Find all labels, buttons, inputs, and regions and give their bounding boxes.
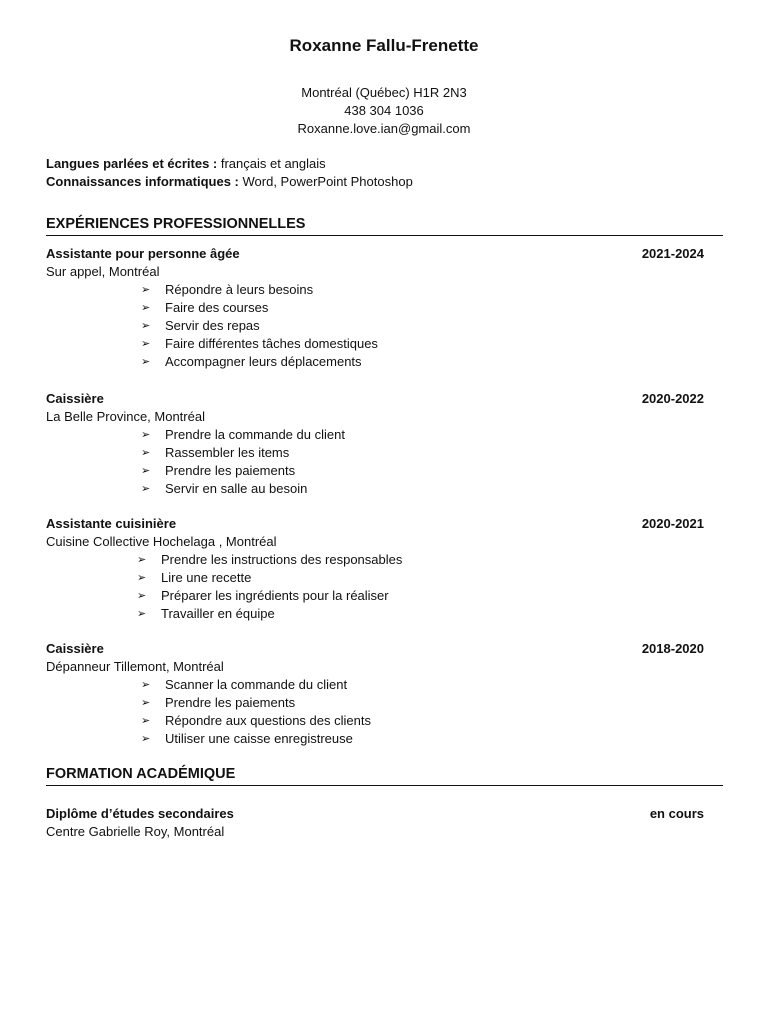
job-entry: [46, 515, 704, 623]
task-item: ➢ Préparer les ingrédients pour la réaliser: [137, 588, 389, 603]
contact-block: [0, 84, 768, 138]
task-item: ➢ Prendre les instructions des responsables: [137, 552, 403, 567]
arrow-bullet-icon: ➢: [137, 590, 147, 602]
job-years: 2020-2022: [641, 391, 704, 406]
email: Roxanne.love.ian@gmail.com: [297, 121, 471, 136]
arrow-bullet-icon: ➢: [141, 284, 151, 296]
task-item: ➢ Prendre la commande du client: [141, 427, 345, 442]
job-entry: [46, 640, 704, 748]
education-entry: [46, 805, 704, 841]
arrow-bullet-icon: ➢: [141, 320, 151, 332]
education-section-title: FORMATION ACADÉMIQUE: [46, 766, 723, 786]
job-place: Sur appel, Montréal: [46, 264, 160, 279]
arrow-bullet-icon: ➢: [141, 356, 151, 368]
languages-value: français et anglais: [217, 156, 326, 171]
address: Montréal (Québec) H1R 2N3: [301, 85, 467, 100]
task-item: ➢ Travailler en équipe: [137, 606, 275, 621]
education-title: Diplôme d’études secondaires: [46, 806, 234, 821]
task-item: ➢ Prendre les paiements: [141, 695, 296, 710]
task-item: ➢ Faire différentes tâches domestiques: [141, 336, 378, 351]
arrow-bullet-icon: ➢: [137, 608, 147, 620]
languages-label: Langues parlées et écrites :: [46, 156, 218, 171]
job-place: La Belle Province, Montréal: [46, 409, 205, 424]
arrow-bullet-icon: ➢: [141, 429, 151, 441]
job-entry: [46, 390, 704, 498]
task-item: ➢ Servir des repas: [141, 318, 260, 333]
resume-name: Roxanne Fallu-Frenette: [289, 36, 479, 55]
job-years: 2018-2020: [641, 641, 704, 656]
skills-block: [46, 155, 413, 191]
task-item: ➢ Faire des courses: [141, 300, 269, 315]
arrow-bullet-icon: ➢: [137, 572, 147, 584]
languages-line: [46, 155, 413, 173]
arrow-bullet-icon: ➢: [141, 715, 151, 727]
arrow-bullet-icon: ➢: [141, 733, 151, 745]
job-title: Assistante pour personne âgée: [46, 246, 240, 261]
experience-section-title: EXPÉRIENCES PROFESSIONNELLES: [46, 216, 723, 236]
job-years: 2020-2021: [641, 516, 704, 531]
task-item: ➢ Servir en salle au besoin: [141, 481, 308, 496]
task-item: ➢ Accompagner leurs déplacements: [141, 354, 362, 369]
task-item: ➢ Lire une recette: [137, 570, 252, 585]
job-title: Caissière: [46, 391, 104, 406]
arrow-bullet-icon: ➢: [141, 697, 151, 709]
computer-skills-value: Word, PowerPoint Photoshop: [238, 174, 413, 189]
education-status: en cours: [649, 806, 704, 821]
arrow-bullet-icon: ➢: [141, 465, 151, 477]
job-place: Cuisine Collective Hochelaga , Montréal: [46, 534, 277, 549]
arrow-bullet-icon: ➢: [141, 302, 151, 314]
arrow-bullet-icon: ➢: [141, 338, 151, 350]
phone: 438 304 1036: [344, 103, 424, 118]
job-entry: [46, 245, 704, 371]
arrow-bullet-icon: ➢: [141, 679, 151, 691]
task-item: ➢ Utiliser une caisse enregistreuse: [141, 731, 353, 746]
computer-skills-line: [46, 173, 413, 191]
arrow-bullet-icon: ➢: [141, 483, 151, 495]
job-years: 2021-2024: [641, 246, 704, 261]
task-item: ➢ Répondre aux questions des clients: [141, 713, 371, 728]
arrow-bullet-icon: ➢: [137, 554, 147, 566]
job-place: Dépanneur Tillemont, Montréal: [46, 659, 224, 674]
task-item: ➢ Prendre les paiements: [141, 463, 296, 478]
arrow-bullet-icon: ➢: [141, 447, 151, 459]
job-title: Caissière: [46, 641, 104, 656]
task-item: ➢ Rassembler les items: [141, 445, 290, 460]
task-item: ➢ Scanner la commande du client: [141, 677, 348, 692]
computer-skills-label: Connaissances informatiques :: [46, 174, 239, 189]
education-place: Centre Gabrielle Roy, Montréal: [46, 824, 225, 839]
job-title: Assistante cuisinière: [46, 516, 177, 531]
task-item: ➢ Répondre à leurs besoins: [141, 282, 314, 297]
